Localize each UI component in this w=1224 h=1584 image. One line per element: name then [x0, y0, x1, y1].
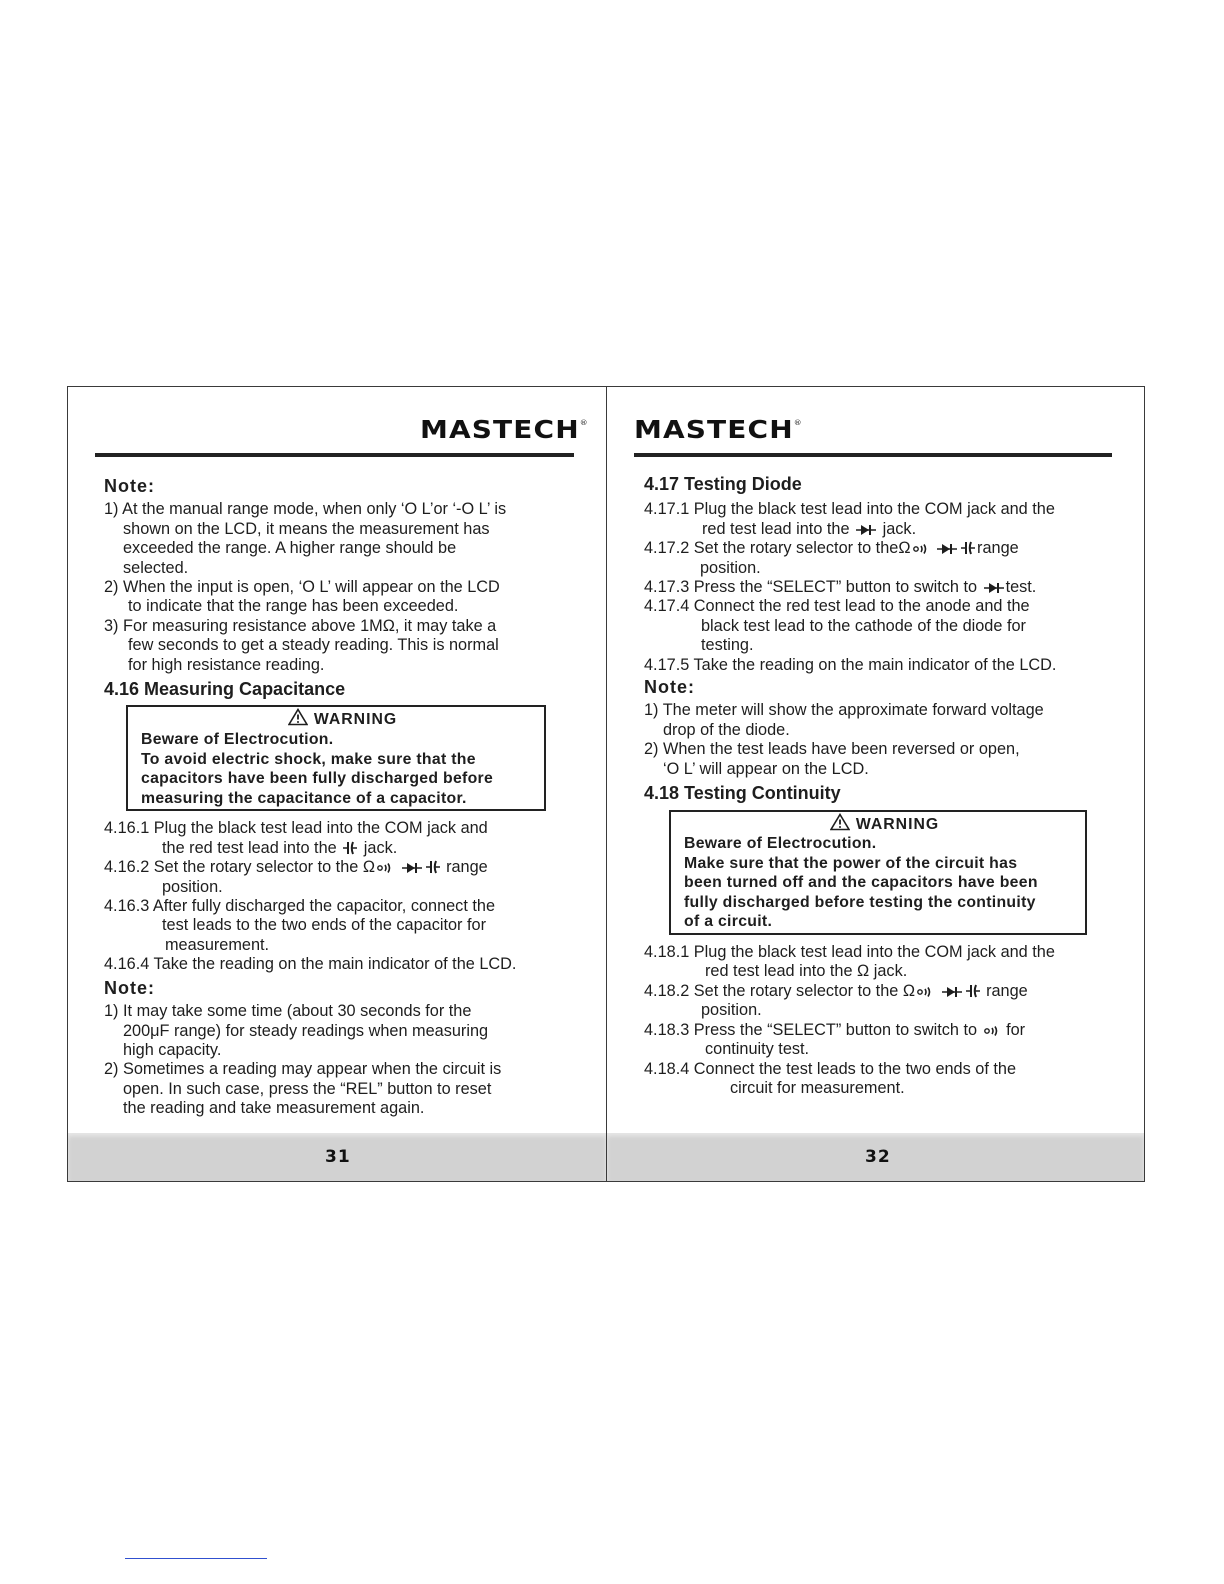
section-title-diode: 4.17 Testing Diode [644, 474, 802, 494]
step-4-16-2: 4.16.2 Set the rotary selector to the Ω range position. [104, 858, 488, 896]
page-number: 32 [865, 1147, 891, 1167]
page-32-content [644, 475, 1134, 1098]
buzzer-icon [377, 862, 393, 874]
header-rule [95, 453, 574, 457]
brand-logo: MASTECH® [634, 415, 803, 444]
step-4-18-1: 4.18.1 Plug the black test lead into the COM jack and the red test lead into the Ω jack. [644, 943, 1055, 981]
page-31-content [104, 475, 594, 1119]
step-4-18-3: 4.18.3 Press the “SELECT” button to switch to for continuity test. [644, 1020, 1026, 1059]
step-4-17-3: 4.17.3 Press the “SELECT” button to switch to test. [644, 578, 1037, 597]
page-footer [607, 1133, 1144, 1181]
page-31 [68, 387, 607, 1181]
capacitor-icon [343, 841, 357, 855]
note-heading: Note: [104, 476, 155, 496]
buzzer-icon [913, 543, 929, 555]
note-item: 2) Sometimes a reading may appear when the circuit is open. In such case, press the “REL” button to reset the reading and take measurement again. [104, 1060, 502, 1118]
decorative-underline [125, 1558, 267, 1559]
note-item: 3) For measuring resistance above 1MΩ, it may take a few seconds to get a steady reading. This is normal for high resistance reading. [104, 616, 499, 674]
header-rule [634, 453, 1112, 457]
warning-box: WARNING Beware of Electrocution. To avoid electric shock, make sure that the capacitors have been fully discharged before measuring the capacitance of a capacitor. [126, 705, 546, 811]
step-4-17-2: 4.17.2 Set the rotary selector to theΩ range position. [644, 539, 1019, 577]
section-title-continuity: 4.18 Testing Continuity [644, 783, 841, 804]
step-4-16-3: 4.16.3 After fully discharged the capacitor, connect the test leads to the two ends of the capacitor for measurement. [104, 897, 495, 954]
diode-icon [984, 582, 1004, 594]
buzzer-icon [984, 1025, 1000, 1037]
note-item: 1) It may take some time (about 30 seconds for the 200μF range) for steady readings when measuring high capacity. [104, 1002, 489, 1059]
note-item: 1) At the manual range mode, when only ‘O L’or ‘-O L’ is shown on the LCD, it means the measurement has exceeded the range. A higher range should be selected. [104, 500, 507, 577]
capacitor-icon [961, 541, 975, 555]
warning-icon [288, 708, 308, 726]
buzzer-icon [917, 986, 933, 998]
step-4-16-4: 4.16.4 Take the reading on the main indicator of the LCD. [104, 955, 517, 974]
page-footer [68, 1133, 606, 1181]
warning-box: WARNING Beware of Electrocution. Make sure that the power of the circuit has been turned off and the capacitors have been fully discharged before testing the continuity of a circuit. [669, 810, 1087, 936]
manual-spread [67, 386, 1145, 1182]
warning-icon [830, 813, 850, 831]
note-heading: Note: [644, 677, 695, 698]
capacitor-icon [426, 860, 440, 874]
note-heading: Note: [104, 977, 155, 998]
step-4-18-4: 4.18.4 Connect the test leads to the two ends of the circuit for measurement. [644, 1059, 1017, 1097]
step-4-17-5: 4.17.5 Take the reading on the main indicator of the LCD. [644, 655, 1057, 674]
page-number: 31 [325, 1147, 351, 1167]
brand-logo: MASTECH® [420, 415, 589, 444]
page-32 [607, 387, 1144, 1181]
diode-icon [402, 862, 422, 874]
diode-icon [937, 543, 957, 555]
section-title-capacitance: 4.16 Measuring Capacitance [104, 679, 346, 700]
diode-icon [942, 986, 962, 998]
step-4-17-1: 4.17.1 Plug the black test lead into the COM jack and the red test lead into the jack. [644, 500, 1055, 538]
step-4-18-2: 4.18.2 Set the rotary selector to the Ω range position. [644, 981, 1028, 1020]
note-item: 1) The meter will show the approximate forward voltage drop of the diode. [644, 701, 1044, 739]
note-item: 2) When the input is open, ‘O L’ will appear on the LCD to indicate that the range has been exceeded. [104, 578, 500, 616]
step-4-17-4: 4.17.4 Connect the red test lead to the anode and the black test lead to the cathode of the diode for testing. [644, 597, 1030, 655]
step-4-16-1: 4.16.1 Plug the black test lead into the COM jack and the red test lead into the jack. [104, 819, 488, 857]
capacitor-icon [966, 984, 980, 998]
diode-icon [856, 524, 876, 536]
note-item: 2) When the test leads have been reversed or open, ‘O L’ will appear on the LCD. [644, 740, 1020, 778]
